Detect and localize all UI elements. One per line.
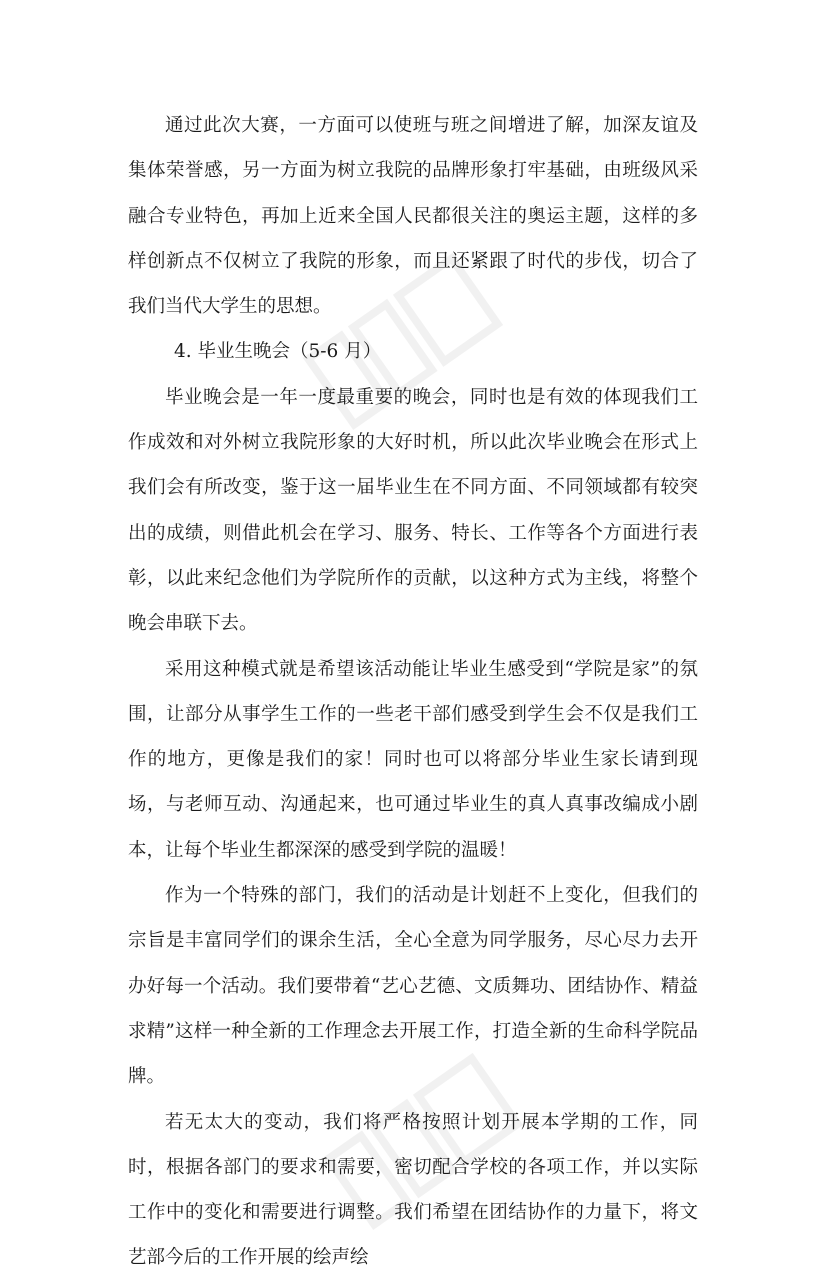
paragraph-home-atmosphere: 采用这种模式就是希望该活动能让毕业生感受到“学院是家”的氛围，让部分从事学生工作的一些老干部们感受到学生会不仅是我们工作的地方，更像是我们的家！同时也可以将部分毕业生家长请到现场，与老师互动、沟通起来，也可通过毕业生的真人真事改编成小剧本，让每个毕业生都深深的感受到学院的温暖！ bbox=[128, 658, 698, 861]
paragraph-competition-benefits: 通过此次大赛，一方面可以使班与班之间增进了解，加深友谊及集体荣誉感，另一方面为树立我院的品牌形象打牢基础，由班级风采融合专业特色，再加上近来全国人民都很关注的奥运主题，这样的多样创新点不仅树立了我院的形象，而且还紧跟了时代的步伐，切合了我们当代大学生的思想。 bbox=[128, 115, 698, 318]
paragraph-department-purpose: 作为一个特殊的部门，我们的活动是计划赶不上变化，但我们的宗旨是丰富同学们的课余生活，全心全意为同学服务，尽心尽力去开办好每一个活动。我们要带着“艺心艺德、文质舞功、团结协作、精益求精”这样一种全新的工作理念去开展工作，打造全新的生命科学院品牌。 bbox=[128, 885, 698, 1088]
paragraph-graduation-party: 毕业晚会是一年一度最重要的晚会，同时也是有效的体现我们工作成效和对外树立我院形象的大好时机，所以此次毕业晚会在形式上我们会有所改变，鉴于这一届毕业生在不同方面、不同领域都有较突出的成绩，则借此机会在学习、服务、特长、工作等各个方面进行表彰，以此来纪念他们为学院所作的贡献，以这种方式为主线，将整个晚会串联下去。 bbox=[128, 386, 698, 635]
document-body bbox=[128, 103, 698, 1281]
paragraph-plan-execution: 若无太大的变动，我们将严格按照计划开展本学期的工作，同时，根据各部门的要求和需要，密切配合学校的各项工作，并以实际工作中的变化和需要进行调整。我们希望在团结协作的力量下，将文艺部今后的工作开展的绘声绘 bbox=[128, 1111, 698, 1269]
section-heading-graduation-party: 4. 毕业生晚会（5-6 月） bbox=[174, 341, 382, 363]
